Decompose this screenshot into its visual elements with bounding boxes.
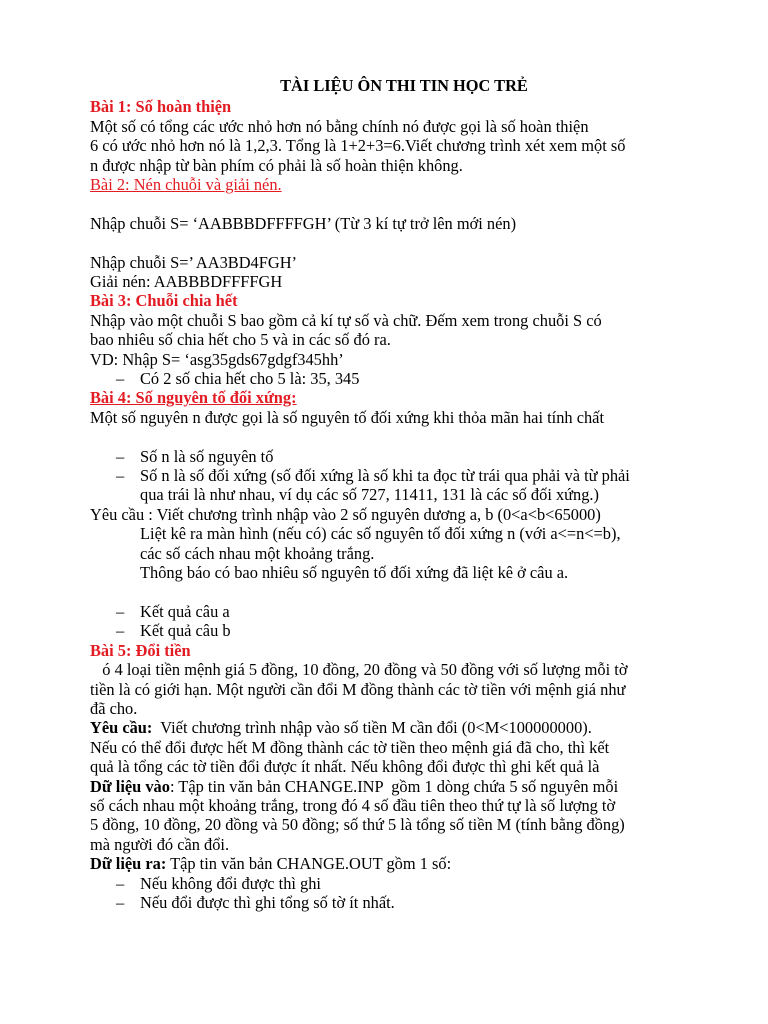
text-line: bao nhiêu số chia hết cho 5 và in các số đó ra. [90, 330, 391, 350]
list-item [90, 874, 708, 893]
text-line: Nhập chuỗi S= ‘AABBBDFFFFGH’ (Từ 3 kí tự trở lên mới nén) [90, 213, 517, 233]
requirement-text: Viết chương trình nhập vào số tiền M cần đổi (0<M<100000000). [152, 718, 592, 738]
text-line: số cách nhau một khoảng trắng, trong đó 4 số đầu tiên theo thứ tự là số lượng tờ [90, 795, 616, 815]
text-line: Liệt kê ra màn hình (nếu có) các số nguyên tố đối xứng n (với a<=n<=b), [140, 524, 621, 544]
text-line: VD: Nhập S= ‘asg35gds67gdgf345hh’ [90, 349, 344, 369]
text-line: n được nhập từ bàn phím có phải là số hoàn thiện không. [90, 155, 463, 175]
heading-bai-2: Bài 2: Nén chuỗi và giải nén. [90, 175, 282, 195]
dash-bullet: – [116, 369, 125, 389]
list-item-text: Nếu đổi được thì ghi tổng số tờ ít nhất. [140, 893, 395, 912]
dash-bullet: – [116, 621, 125, 641]
text-line: Yêu cầu : Viết chương trình nhập vào 2 số nguyên dương a, b (0<a<b<65000) [90, 504, 601, 524]
list-item [90, 621, 708, 640]
blank-line [90, 194, 708, 213]
blank-line [90, 427, 708, 446]
list-item-text: Số n là số đối xứng (số đối xứng là số khi ta đọc từ trái qua phải và từ phải [140, 466, 630, 486]
heading-bai-1: Bài 1: Số hoàn thiện [90, 97, 232, 117]
text-line: 6 có ước nhỏ hơn nó là 1,2,3. Tổng là 1+2+3=6.Viết chương trình xét xem một số [90, 136, 626, 156]
text-line: Thông báo có bao nhiêu số nguyên tố đối xứng đã liệt kê ở câu a. [140, 563, 569, 583]
output-text: Tập tin văn bản CHANGE.OUT gồm 1 số: [166, 854, 452, 874]
text-line: Một số có tổng các ước nhỏ hơn nó bằng chính nó được gọi là số hoàn thiện [90, 116, 589, 136]
requirement-label: Yêu cầu: [90, 718, 153, 738]
text-line: Một số nguyên n được gọi là số nguyên tố đối xứng khi thỏa mãn hai tính chất [90, 407, 604, 427]
input-text: : Tập tin văn bản CHANGE.INP gồm 1 dòng chứa 5 số nguyên mỗi [169, 776, 619, 796]
list-item-text: Số n là số nguyên tố [140, 446, 274, 466]
list-item-text: Có 2 số chia hết cho 5 là: 35, 345 [140, 369, 360, 389]
list-item [90, 893, 708, 912]
text-line: Giải nén: AABBBDFFFFGH [90, 272, 283, 292]
input-label: Dữ liệu vào [90, 776, 170, 796]
text-line: Nhập chuỗi S=’ AA3BD4FGH’ [90, 252, 297, 272]
dash-bullet: – [116, 446, 125, 466]
list-item [90, 602, 708, 621]
list-item-continuation: qua trái là như nhau, ví dụ các số 727, 11411, 131 là các số đối xứng.) [140, 485, 599, 505]
text-line: Nếu có thể đổi được hết M đồng thành các tờ tiền theo mệnh giá đã cho, thì kết [90, 737, 610, 757]
input-spec-line [90, 777, 708, 796]
dash-bullet: – [116, 873, 125, 893]
blank-line [90, 233, 708, 252]
list-item [90, 447, 708, 466]
text-line: mà người đó cần đổi. [90, 834, 230, 854]
text-line: tiền là có giới hạn. Một người cần đổi M đồng thành các tờ tiền với mệnh giá như [90, 679, 626, 699]
list-item [90, 369, 708, 388]
heading-bai-3: Bài 3: Chuỗi chia hết [90, 291, 238, 311]
dash-bullet: – [116, 893, 125, 912]
document-title: TÀI LIỆU ÔN THI TIN HỌC TRẺ [280, 76, 528, 95]
text-line: các số cách nhau một khoảng trắng. [140, 543, 375, 563]
text-line: đã cho. [90, 698, 138, 718]
blank-line [90, 583, 708, 602]
heading-bai-5: Bài 5: Đổi tiền [90, 640, 191, 660]
text-line: ó 4 loại tiền mệnh giá 5 đồng, 10 đồng, 20 đồng và 50 đồng với số lượng mỗi tờ [90, 660, 628, 680]
dash-bullet: – [116, 466, 125, 486]
text-line: 5 đồng, 10 đồng, 20 đồng và 50 đồng; số thứ 5 là tổng số tiền M (tính bằng đồng) [90, 815, 625, 835]
requirement-line [90, 718, 708, 737]
list-item-text: Kết quả câu a [140, 601, 230, 621]
text-line: Nhập vào một chuỗi S bao gồm cả kí tự số và chữ. Đếm xem trong chuỗi S có [90, 310, 602, 330]
output-label: Dữ liệu ra: [90, 854, 167, 874]
dash-bullet: – [116, 601, 125, 621]
heading-bai-4: Bài 4: Số nguyên tố đối xứng: [90, 388, 297, 408]
output-spec-line [90, 854, 708, 873]
list-item-text: Kết quả câu b [140, 621, 231, 641]
list-item-text: Nếu không đổi được thì ghi [140, 873, 321, 893]
list-item [90, 466, 708, 485]
text-line: quả là tổng các tờ tiền đổi được ít nhất. Nếu không đổi được thì ghi kết quả là [90, 757, 600, 777]
